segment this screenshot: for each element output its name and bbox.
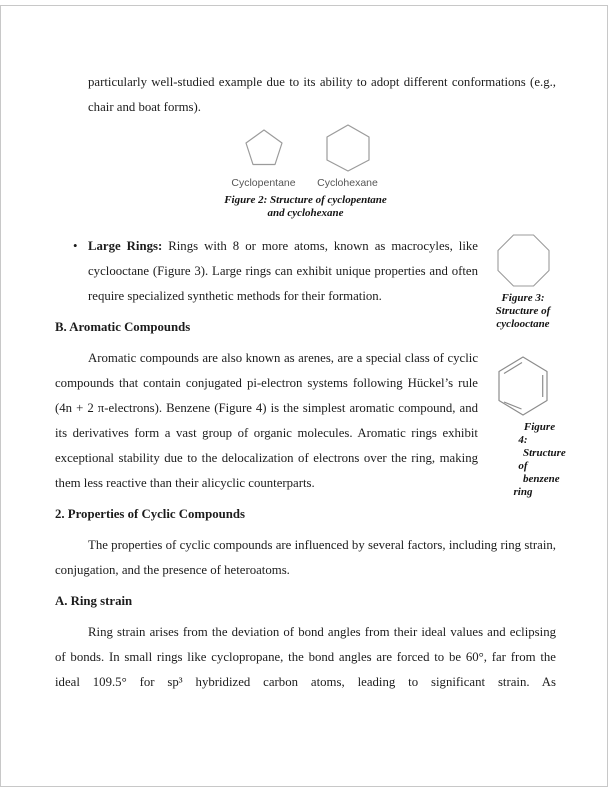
figure-3-caption <box>490 292 556 331</box>
figure-2-caption <box>55 194 556 220</box>
figure-4-caption <box>490 421 566 499</box>
figure-4-caption-line1: Figure 4: <box>518 421 556 446</box>
figure-3-caption-line3: cyclooctane <box>496 318 550 330</box>
figure-2-cyclopentane <box>224 124 304 190</box>
paragraph-properties: The properties of cyclic compounds are influenced by several factors, including ring strain, conjugation, and the presence of heteroatoms. <box>55 538 556 577</box>
paragraph-aromatic <box>55 346 566 498</box>
bullet-large-rings-text: Rings with 8 or more atoms, known as macrocyles, like cyclooctane (Figure 3). Large rings can exhibit unique properties and often require specialized synthetic methods for their formation. <box>88 239 478 303</box>
figure-2-cyclohexane <box>308 124 388 190</box>
figure-4-caption-line3: benzene ring <box>513 473 560 498</box>
figure-4-caption-line2: Structure of <box>518 447 566 472</box>
benzene-structure-icon <box>497 356 549 416</box>
bullet-marker: • <box>73 239 78 253</box>
paragraph-aromatic-part1: Aromatic compounds are also known as arenes, are a special class of cyclic <box>88 351 478 365</box>
cyclopentane-label: Cyclopentane <box>231 177 296 189</box>
figure-2-caption-line2: and cyclohexane <box>267 207 344 219</box>
heading-ring-strain: A. Ring strain <box>55 594 133 608</box>
page-content <box>1 6 607 695</box>
figure-3-caption-line2: Structure of <box>495 305 551 317</box>
bullet-large-rings-label: Large Rings: <box>88 239 163 253</box>
cyclohexane-structure-icon <box>308 124 388 172</box>
figure-3 <box>490 234 556 331</box>
figure-2-shapes <box>55 124 556 190</box>
cyclopentane-structure-icon <box>224 124 304 172</box>
paragraph-conformations: particularly well-studied example due to its ability to adopt different conformations (e.g., chair and boat forms). <box>88 75 556 114</box>
cyclooctane-structure-icon <box>497 234 550 287</box>
figure-3-caption-line1: Figure 3: <box>501 292 545 304</box>
figure-4 <box>490 356 566 499</box>
heading-properties: 2. Properties of Cyclic Compounds <box>55 507 245 521</box>
cyclohexane-label: Cyclohexane <box>317 177 378 189</box>
paragraph-ring-strain: Ring strain arises from the deviation of bond angles from their ideal values and eclipsing of bonds. In small rings like cyclopropane, the bond angles are forced to be 60°, far from the ideal 109.5° for sp³ hybridized carbon atoms, leading to significant strain. As <box>55 625 556 689</box>
figure-2-caption-line1: Figure 2: Structure of cyclopentane <box>224 194 387 206</box>
paragraph-aromatic-part2: compounds that contain conjugated pi-electron systems following Hückel’s rule (4n + 2 π-electrons). Benzene (Figure 4) is the simplest aromatic compound, and its derivatives form a vast group of organic molecules. Aromatic rings exhibit exceptional stability due to the delocalization of electrons over the ring, making them less reactive than their alicyclic counterparts. <box>55 376 478 490</box>
document-page <box>0 5 608 787</box>
figure-2 <box>55 124 556 220</box>
heading-aromatic-compounds: B. Aromatic Compounds <box>55 320 191 334</box>
